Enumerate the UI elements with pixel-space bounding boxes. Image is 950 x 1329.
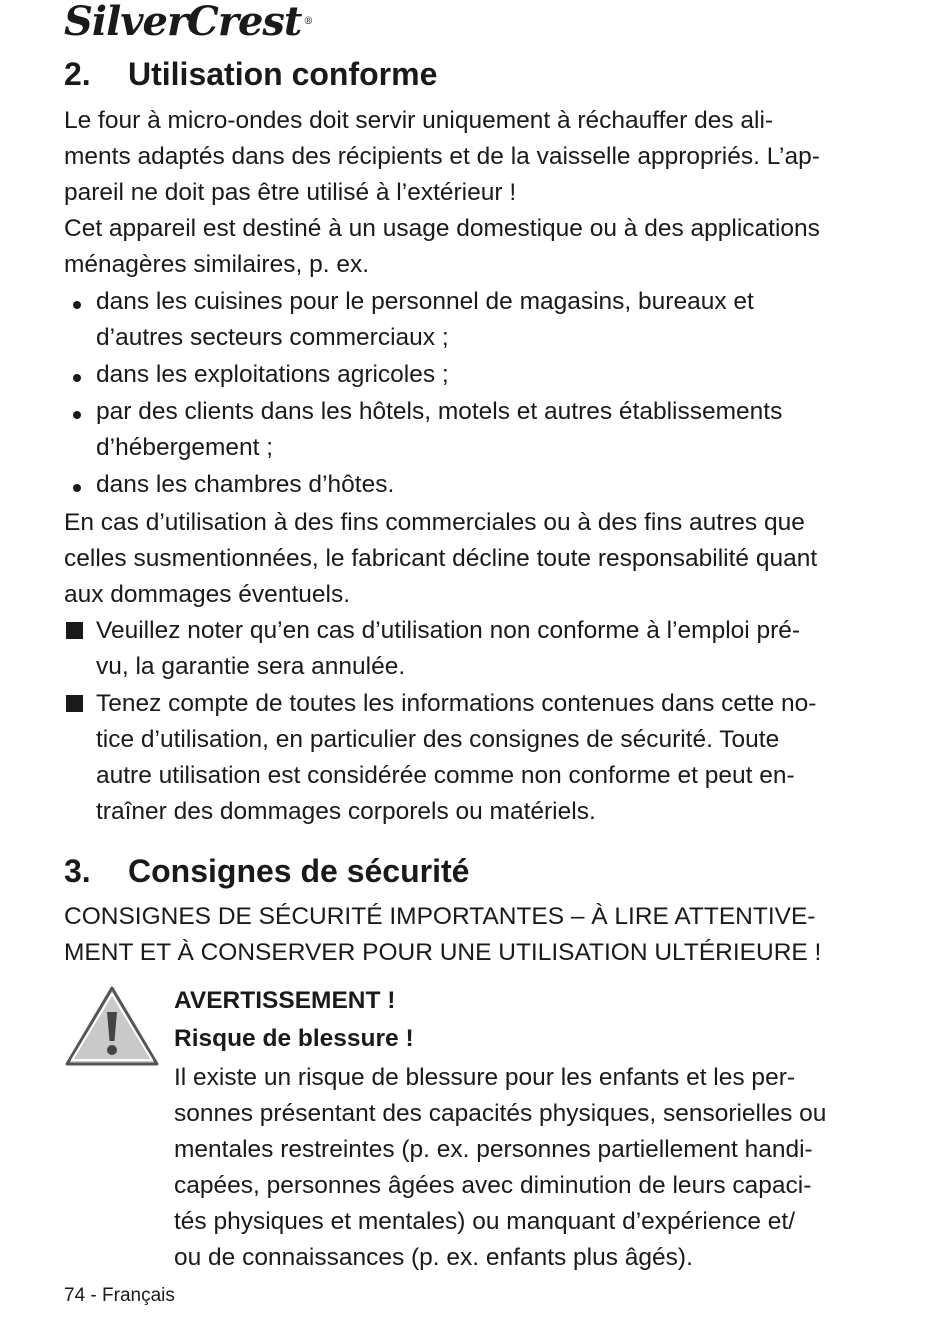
warning-block	[174, 983, 874, 1276]
text-line: capées, personnes âgées avec diminution de leurs capaci-	[174, 1172, 812, 1199]
text-line: tés physiques et mentales) ou manquant d’expérience et/	[174, 1208, 796, 1235]
section-2-number: 2.	[64, 56, 91, 92]
brand-logo	[64, 0, 313, 45]
text-line: aux dommages éventuels.	[64, 581, 350, 608]
bullet-icon	[73, 411, 81, 419]
text-line: CONSIGNES DE SÉCURITÉ IMPORTANTES – À LIRE ATTENTIVE-	[64, 903, 816, 930]
square-bullet-icon	[66, 622, 83, 639]
text-line: dans les exploitations agricoles ;	[96, 361, 449, 388]
text-line: Le four à micro-ondes doit servir uniquement à réchauffer des ali-	[64, 107, 774, 134]
warning-triangle-icon	[64, 985, 160, 1067]
section-2-title: Utilisation conforme	[128, 56, 438, 92]
section-3-heading	[64, 852, 469, 890]
section-2-heading	[64, 55, 437, 93]
bullet-icon	[73, 484, 81, 492]
text-line: ments adaptés dans des récipients et de la vaisselle appropriés. L’ap-	[64, 143, 820, 170]
text-line: ménagères similaires, p. ex.	[64, 251, 370, 278]
safety-caps-paragraph	[64, 899, 864, 971]
text-line: MENT ET À CONSERVER POUR UNE UTILISATION ULTÉRIEURE !	[64, 939, 822, 966]
registered-mark: ®	[303, 16, 313, 27]
text-line: dans les cuisines pour le personnel de magasins, bureaux et	[96, 288, 754, 315]
text-line: Il existe un risque de blessure pour les enfants et les per-	[174, 1064, 796, 1091]
text-line: mentales restreintes (p. ex. personnes partiellement handi-	[174, 1136, 813, 1163]
intro-paragraph	[64, 103, 864, 211]
liability-paragraph	[64, 505, 864, 613]
section-3-title: Consignes de sécurité	[128, 853, 470, 889]
text-line: traîner des dommages corporels ou matériels.	[96, 798, 596, 825]
warning-subheading: Risque de blessure !	[174, 1025, 414, 1052]
square-bullet-icon	[66, 695, 83, 712]
bullet-icon	[73, 301, 81, 309]
text-line: Veuillez noter qu’en cas d’utilisation non conforme à l’emploi pré-	[96, 617, 801, 644]
page-footer: 74 - Français	[64, 1285, 175, 1306]
text-line: d’hébergement ;	[96, 434, 274, 461]
text-line: tice d’utilisation, en particulier des consignes de sécurité. Toute	[96, 726, 780, 753]
brand-logo-text: SilverCrest	[64, 0, 302, 45]
text-line: dans les chambres d’hôtes.	[96, 471, 395, 498]
text-line: vu, la garantie sera annulée.	[96, 653, 406, 680]
text-line: celles susmentionnées, le fabricant décline toute responsabilité quant	[64, 545, 818, 572]
text-line: En cas d’utilisation à des fins commerciales ou à des fins autres que	[64, 509, 805, 536]
usage-paragraph	[64, 211, 864, 283]
text-line: par des clients dans les hôtels, motels et autres établissements	[96, 398, 783, 425]
section-3-number: 3.	[64, 853, 91, 889]
text-line: Tenez compte de toutes les informations contenues dans cette no-	[96, 690, 817, 717]
text-line: Cet appareil est destiné à un usage domestique ou à des applications	[64, 215, 820, 242]
warning-heading: AVERTISSEMENT !	[174, 987, 396, 1014]
text-line: autre utilisation est considérée comme non conforme et peut en-	[96, 762, 795, 789]
text-line: pareil ne doit pas être utilisé à l’extérieur !	[64, 179, 517, 206]
bullet-icon	[73, 374, 81, 382]
text-line: d’autres secteurs commerciaux ;	[96, 324, 449, 351]
text-line: sonnes présentant des capacités physiques, sensorielles ou	[174, 1100, 827, 1127]
text-line: ou de connaissances (p. ex. enfants plus âgés).	[174, 1244, 693, 1271]
